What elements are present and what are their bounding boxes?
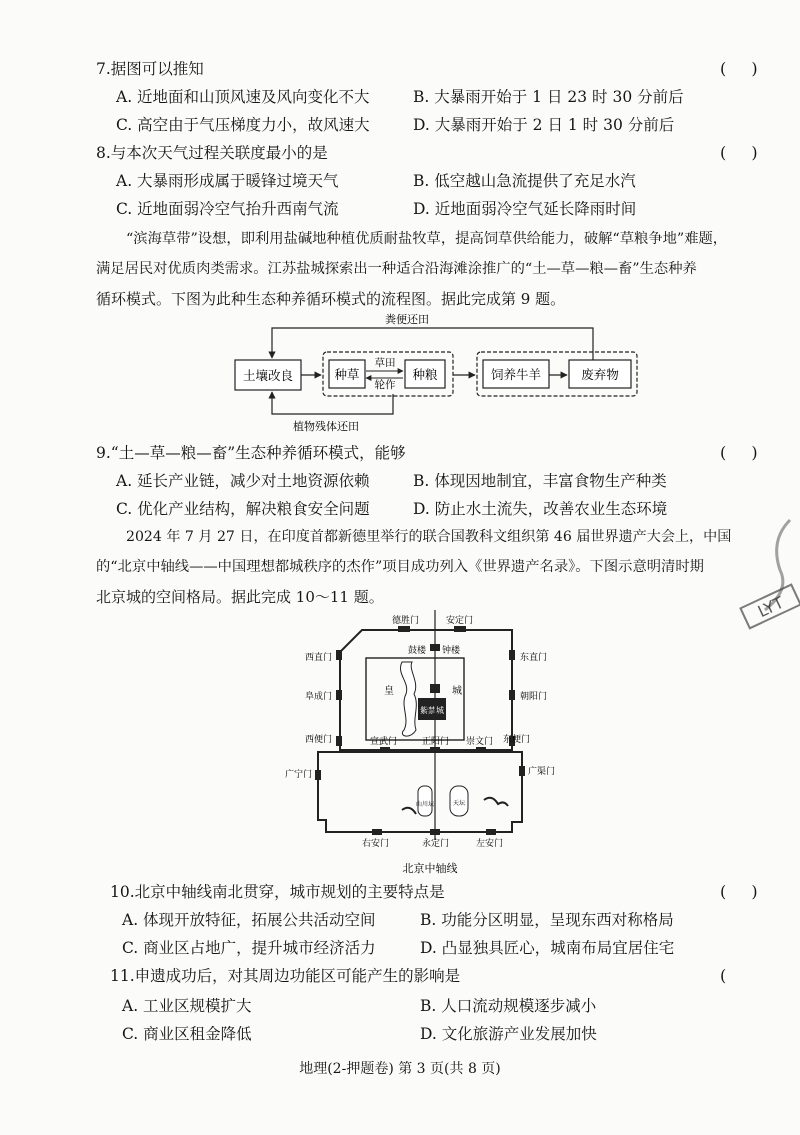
gate-dongzhimen-marker [509,650,515,660]
tiantan-label: 天坛 [452,800,466,807]
flow-grain-label: 种粮 [412,367,438,382]
question-9-option-c[interactable]: C. 优化产业结构，解决粮食安全问题 [116,500,370,518]
stamp-watermark [730,500,800,640]
gate-chaoyangmen: 朝阳门 [520,692,548,702]
gate-xuanwumen: 宣武门 [370,737,398,747]
gate-xizhimen: 西直门 [304,653,332,663]
page-footer: 地理(2-押题卷) 第 3 页(共 8 页) [299,1061,501,1077]
question-11-answer-bracket[interactable]: ( [720,966,737,985]
question-7-option-c[interactable]: C. 高空由于气压梯度力小，故风速大 [116,116,370,134]
question-11-option-c[interactable]: C. 商业区租金降低 [122,1025,252,1043]
question-9-option-d[interactable]: D. 防止水土流失，改善农业生态环境 [413,500,668,518]
question-7 [0,54,800,84]
question-7-stem: 7.据图可以推知 [96,60,204,78]
flow-top-label: 粪便还田 [385,313,429,326]
drum-tower-marker [430,644,440,651]
flow-waste-label: 废弃物 [581,367,619,382]
question-8 [0,138,800,168]
question-8-option-d[interactable]: D. 近地面弱冷空气延长降雨时间 [413,200,637,218]
question-11-stem: 11.申遗成功后，对其周边功能区可能产生的影响是 [110,967,461,985]
question-10-option-d[interactable]: D. 凸显独具匠心，城南布局宜居住宅 [420,939,675,957]
gate-youanmen: 右安门 [362,839,390,849]
question-10-options-row2 [0,933,800,963]
imperial-lakes [400,662,416,736]
gate-guangqumen: 广渠门 [528,767,556,777]
passage-1 [96,224,768,314]
question-10-stem: 10.北京中轴线南北贯穿，城市规划的主要特点是 [110,883,445,901]
passage-2-line-3: 北京城的空间格局。据此完成 10～11 题。 [96,588,384,606]
outer-pond-west [402,808,416,814]
question-10-answer-bracket[interactable]: ( ) [720,882,768,901]
imperial-label-left: 皇 [384,686,394,697]
gate-zuoanmen: 左安门 [476,839,504,849]
question-11-option-d[interactable]: D. 文化旅游产业发展加快 [420,1025,597,1043]
gate-youanmen-marker [372,829,382,835]
question-7-options-row2 [0,110,800,140]
question-9-option-b[interactable]: B. 体现因地制宜，丰富食物生产种类 [413,472,667,490]
question-9-option-a[interactable]: A. 延长产业链，减少对土地资源依赖 [116,472,370,490]
passage-1-line-2: 满足居民对优质肉类需求。江苏盐城探索出一种适合沿海滩涂推广的“土—草—粮—畜”生态种养 [96,261,697,277]
question-10-option-c[interactable]: C. 商业区占地广，提升城市经济活力 [122,939,376,957]
gate-chongwenmen-marker [476,747,486,753]
gate-guanganmen: 广宁门 [284,770,312,780]
gate-xibianmen: 西便门 [304,735,332,745]
question-8-stem: 8.与本次天气过程关联度最小的是 [96,144,328,162]
gate-zhengyangmen-marker [430,747,440,753]
flow-bottom-label: 植物残体还田 [293,420,359,433]
question-9-options-row2 [0,494,800,524]
question-9-stem: 9.“土—草—粮—畜”生态种养循环模式，能够 [96,444,406,462]
flow-diagram [225,308,645,438]
bell-tower-label: 钟楼 [442,646,461,656]
question-11-option-b[interactable]: B. 人口流动规模逐步减小 [420,997,597,1015]
gate-guangqumen-marker [519,766,525,776]
question-7-answer-bracket[interactable]: ( ) [720,59,768,78]
question-10 [0,877,800,907]
drum-tower-label: 鼓楼 [407,646,426,656]
passage-2-line-2: 的“北京中轴线——中国理想都城秩序的杰作”项目成功列入《世界遗产名录》。下图示意明清时期 [96,559,704,575]
question-7-option-b[interactable]: B. 大暴雨开始于 1 日 23 时 30 分前后 [413,88,684,106]
flow-rotation-top: 草田 [374,357,396,369]
gate-yongdingmen: 永定门 [422,839,450,849]
question-11-option-a[interactable]: A. 工业区规模扩大 [122,997,252,1015]
question-9-answer-bracket[interactable]: ( ) [720,443,768,462]
gate-chaoyangmen-marker [509,690,515,700]
map-caption: 北京中轴线 [402,862,458,875]
question-10-options-row1 [0,905,800,935]
flow-grass-label: 种草 [334,367,360,382]
question-7-option-d[interactable]: D. 大暴雨开始于 2 日 1 时 30 分前后 [413,116,675,134]
question-7-options-row1 [0,82,800,112]
question-8-options-row2 [0,194,800,224]
palace-label: 紫禁城 [420,706,444,715]
question-8-answer-bracket[interactable]: ( ) [720,143,768,162]
flow-soil-label: 土壤改良 [242,368,294,383]
gate-deshengmen-marker [398,626,410,632]
question-9 [0,438,800,468]
question-10-option-b[interactable]: B. 功能分区明显，呈现东西对称格局 [420,911,674,929]
question-10-option-a[interactable]: A. 体现开放特征，拓展公共活动空间 [122,911,376,929]
flow-cattle-label: 饲养牛羊 [490,367,542,382]
question-9-options-row1 [0,466,800,496]
gate-dongzhimen: 东直门 [520,653,548,663]
gate-chongwenmen: 崇文门 [466,737,494,747]
passage-1-line-1: “滨海草带”设想，即利用盐碱地种植优质耐盐牧草，提高饲草供给能力，破解“草粮争地”难题， [126,231,728,247]
gate-deshengmen: 德胜门 [392,616,420,626]
passage-1-line-3: 循环模式。下图为此种生态种养循环模式的流程图。据此完成第 9 题。 [96,290,566,308]
passage-2-line-1: 2024 年 7 月 27 日，在印度首都新德里举行的联合国教科文组织第 46 届世界遗产大会上，中国 [126,529,732,545]
question-11-options-row1 [0,991,800,1021]
gate-xuanwumen-marker [380,747,390,753]
gate-xizhimen-marker [336,650,342,660]
beijing-map [284,610,560,878]
gate-yongdingmen-marker [430,829,440,835]
gate-fuchengmen-marker [336,690,342,700]
question-7-option-a[interactable]: A. 近地面和山顶风速及风向变化不大 [116,88,370,106]
gate-andingmen: 安定门 [446,616,474,626]
gate-xibianmen-marker [336,736,342,746]
gate-dongbianmen: 东便门 [503,735,531,745]
question-8-option-b[interactable]: B. 低空越山急流提供了充足水汽 [413,172,636,190]
xiannong-label: 山川坛 [415,801,435,808]
question-11-options-row2 [0,1019,800,1049]
question-8-option-c[interactable]: C. 近地面弱冷空气抬升西南气流 [116,200,339,218]
stamp-text: LYT [754,592,787,622]
gate-zhengyangmen: 正阳门 [422,737,450,747]
gate-guanganmen-marker [315,770,321,780]
outer-pond-east [484,798,508,806]
passage-2 [96,522,768,612]
flow-rotation-bottom: 轮作 [374,379,396,391]
question-8-option-a[interactable]: A. 大暴雨形成属于暖锋过境天气 [116,172,339,190]
gate-fuchengmen: 阜成门 [304,692,332,702]
imperial-label-right: 城 [452,686,462,697]
question-8-options-row1 [0,166,800,196]
question-11 [0,961,800,991]
gate-andingmen-marker [454,626,466,632]
gate-zuoanmen-marker [486,829,496,835]
